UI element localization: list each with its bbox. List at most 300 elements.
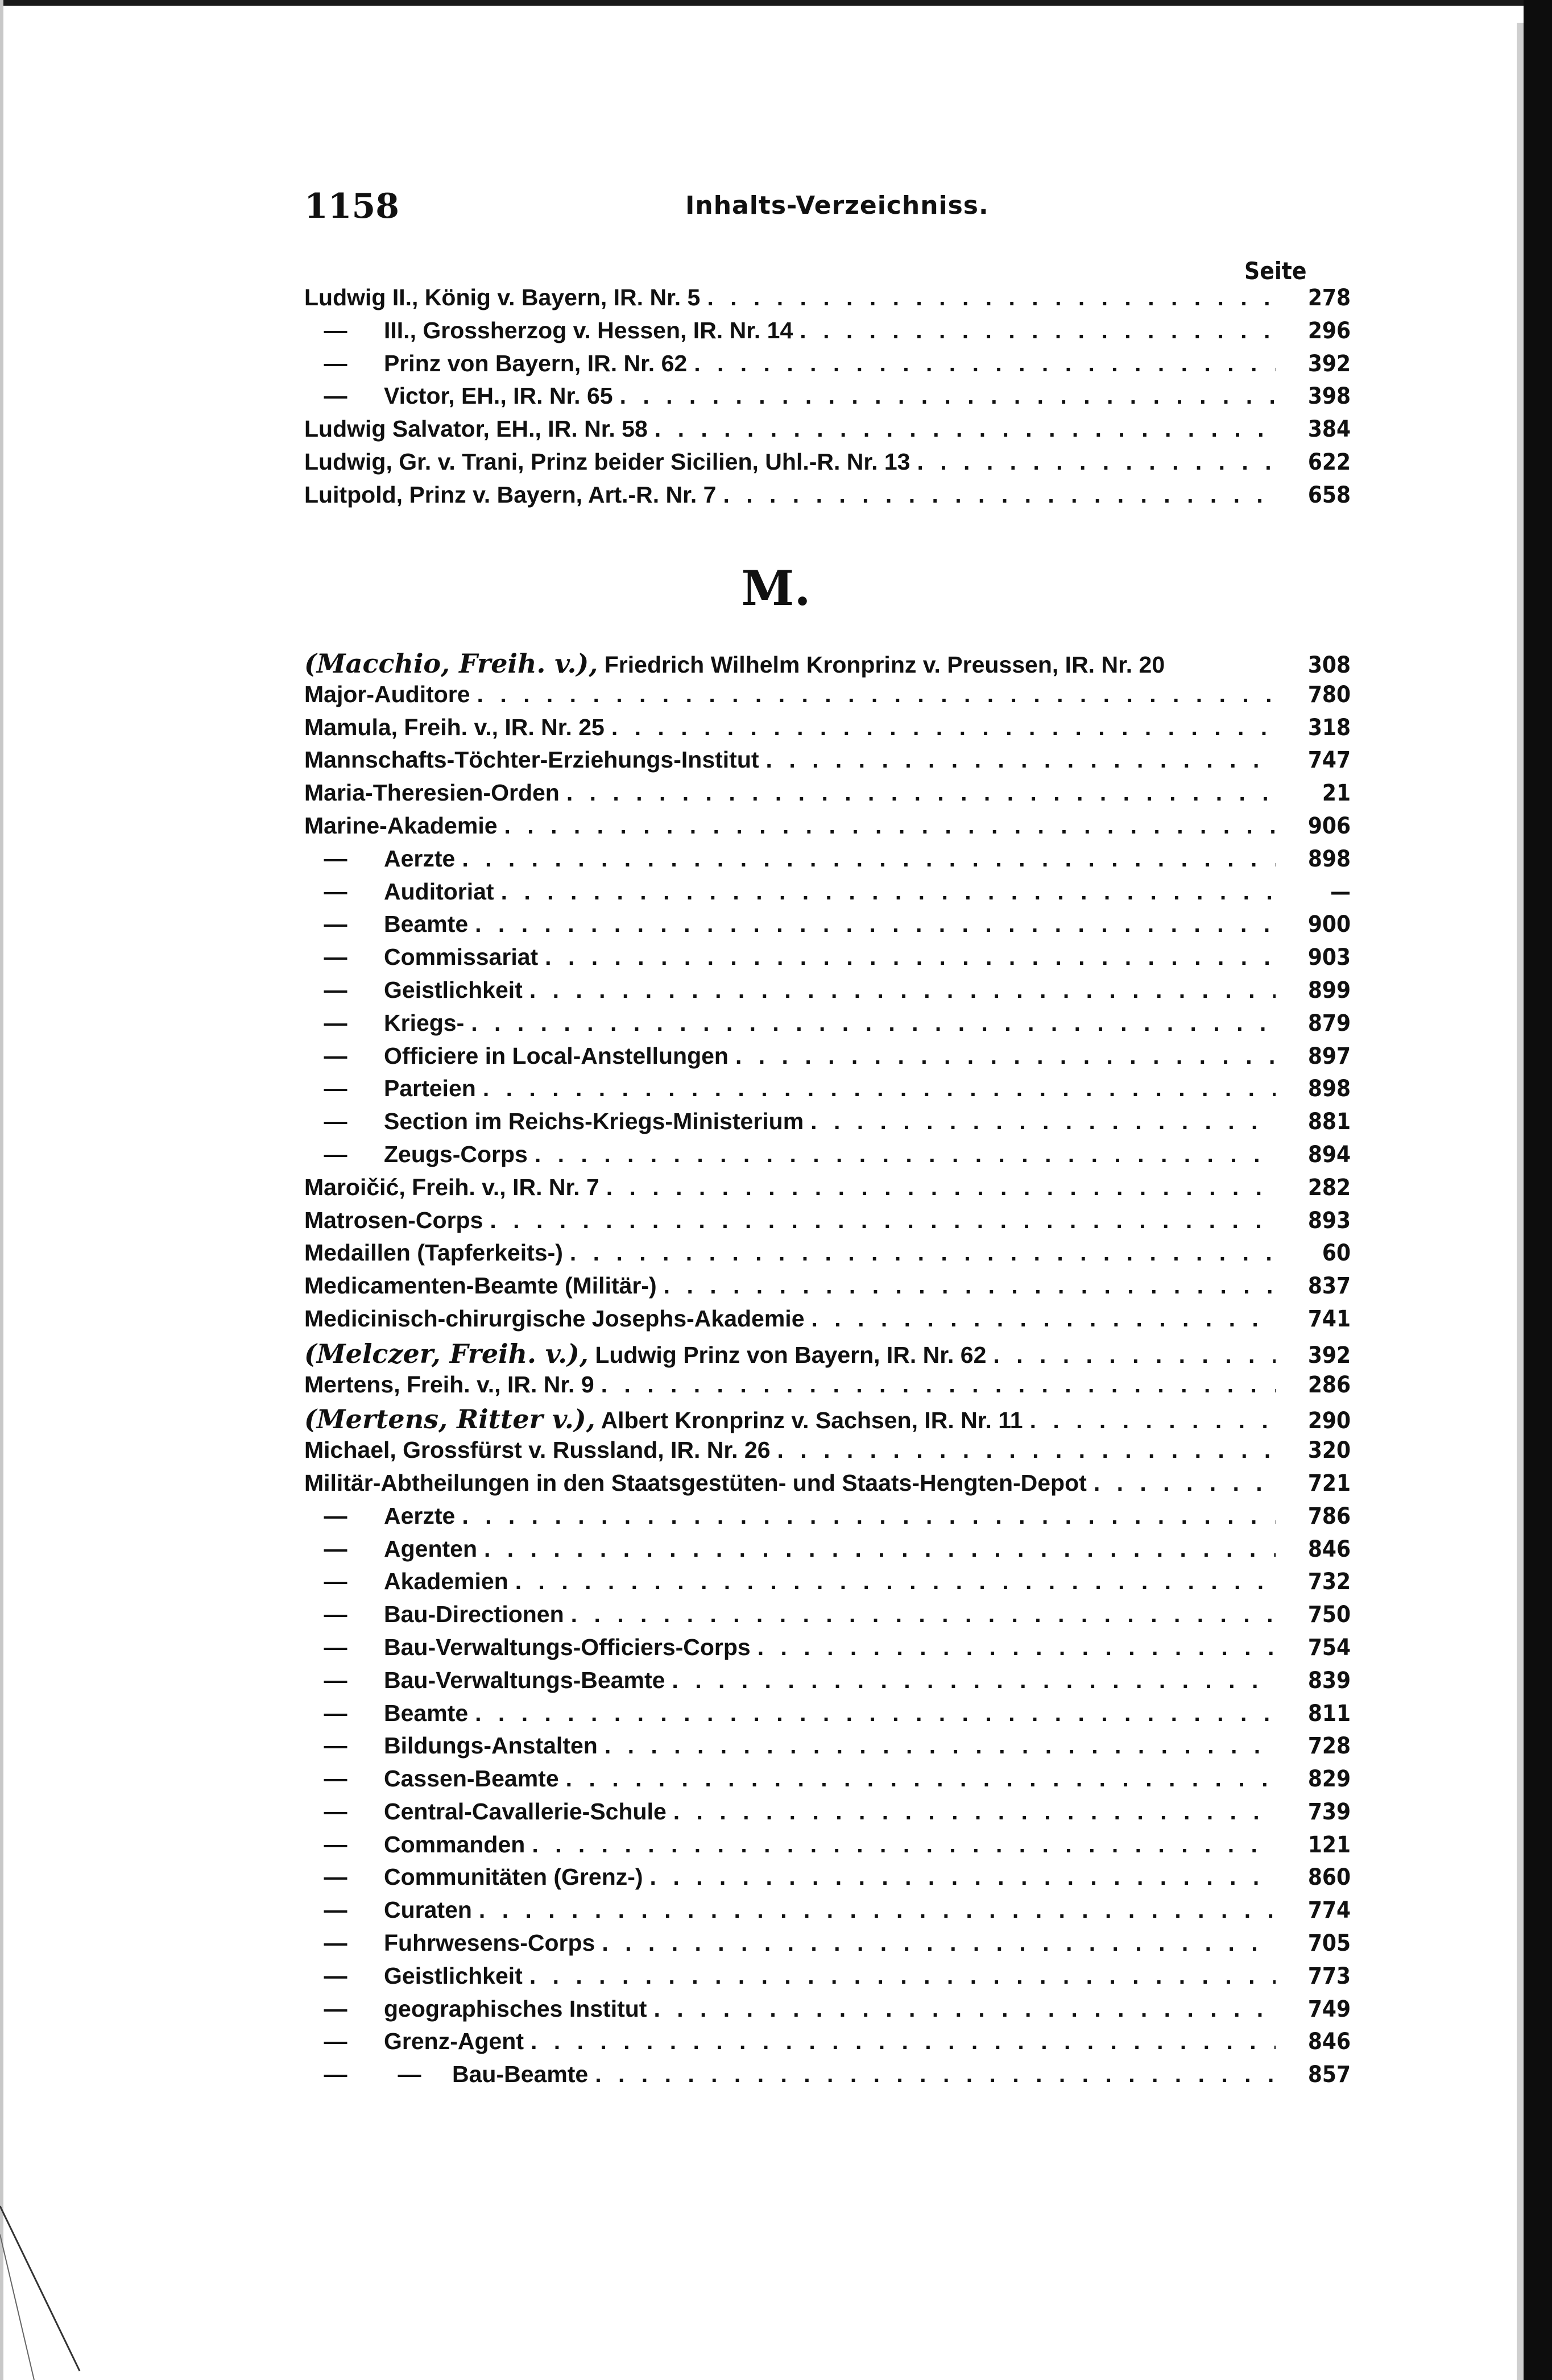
entry-text: Ludwig, Gr. v. Trani, Prinz beider Sicilien, Uhl.-R. Nr. 13 — [304, 448, 910, 475]
ditto-dash: — — [324, 1009, 347, 1036]
entry-label — [304, 1174, 599, 1201]
dot-leader — [917, 449, 1276, 475]
ditto-dash: — — [324, 1601, 347, 1628]
entry-page-number: 837 — [1307, 1273, 1351, 1300]
entry-label — [384, 1798, 667, 1825]
index-entry — [304, 284, 1351, 317]
entry-text: Friedrich Wilhelm Kronprinz v. Preussen, IR. Nr. 20 — [604, 652, 1165, 678]
entry-label — [304, 1338, 986, 1369]
entry-page-number: 749 — [1307, 1996, 1351, 2022]
entry-text: Commissariat — [384, 944, 539, 971]
entry-label — [304, 449, 910, 475]
dot-leader — [723, 482, 1276, 508]
entry-label — [384, 1864, 643, 1890]
entry-text: Ludwig Prinz von Bayern, IR. Nr. 62 — [595, 1341, 987, 1368]
index-entry — [304, 1601, 1351, 1634]
entry-label — [384, 1963, 523, 1989]
entry-page-number: 728 — [1307, 1733, 1351, 1760]
ditto-dash: — — [324, 2028, 347, 2055]
entry-page-number: 747 — [1307, 747, 1351, 774]
ditto-dash: — — [324, 383, 347, 409]
entry-text: Marine-Akademie — [304, 812, 498, 839]
dot-leader — [595, 2061, 1276, 2088]
index-entry — [304, 1239, 1351, 1272]
entry-text: Agenten — [384, 1535, 477, 1562]
entry-page-number: 898 — [1307, 1076, 1351, 1102]
index-entry — [304, 1996, 1351, 2029]
dot-leader — [529, 977, 1276, 1004]
entry-label — [304, 1404, 1023, 1434]
entry-label — [304, 779, 560, 806]
entry-text: Cassen-Beamte — [384, 1765, 559, 1792]
dot-leader — [810, 1108, 1276, 1135]
entry-italic-name: (Mertens, Ritter v.), — [304, 1404, 595, 1435]
index-entry — [304, 812, 1351, 845]
index-entry — [304, 944, 1351, 977]
entry-text: Commanden — [384, 1831, 525, 1857]
entry-label — [384, 1897, 472, 1923]
dot-leader — [504, 812, 1276, 839]
index-entry — [304, 482, 1351, 515]
entry-label — [304, 714, 605, 741]
entry-page-number: 829 — [1307, 1766, 1351, 1793]
entry-label — [304, 284, 700, 311]
entry-page-number: 839 — [1307, 1667, 1351, 1694]
index-entry — [304, 911, 1351, 944]
entry-label — [304, 482, 716, 508]
index-entry — [304, 1043, 1351, 1076]
entry-page-number: 898 — [1307, 845, 1351, 872]
page-header — [304, 186, 1345, 232]
entry-text: Bildungs-Anstalten — [384, 1732, 598, 1759]
dot-leader — [501, 878, 1276, 905]
ditto-dash: — — [324, 1897, 347, 1923]
entry-page-number: 320 — [1307, 1437, 1351, 1464]
index-entry — [304, 1831, 1351, 1864]
ditto-dash: — — [324, 2061, 347, 2088]
dot-leader — [800, 317, 1276, 344]
dot-leader — [570, 1239, 1276, 1266]
index-entry — [304, 747, 1351, 779]
index-entry — [304, 2028, 1351, 2061]
index-entry — [304, 416, 1351, 449]
entry-label — [384, 1043, 729, 1069]
dot-leader — [471, 1010, 1276, 1036]
entry-label — [384, 1075, 476, 1102]
ditto-dash: — — [324, 317, 347, 343]
entry-label — [304, 1207, 483, 1234]
entry-text: Central-Cavallerie-Schule — [384, 1798, 667, 1825]
ditto-dash: — — [324, 944, 347, 971]
entry-text: Prinz von Bayern, IR. Nr. 62 — [384, 350, 688, 376]
entry-page-number: 846 — [1307, 2029, 1351, 2055]
entry-text: Curaten — [384, 1897, 472, 1923]
index-entry — [304, 1141, 1351, 1174]
entry-label — [384, 317, 793, 344]
entry-text: Section im Reichs-Kriegs-Ministerium — [384, 1108, 804, 1135]
entry-label — [384, 944, 538, 971]
index-entry — [304, 1075, 1351, 1108]
index-entry — [304, 977, 1351, 1010]
ditto-dash: — — [324, 1930, 347, 1956]
entry-text: Aerzte — [384, 1502, 456, 1529]
dot-leader — [653, 1996, 1276, 2022]
entry-label — [384, 911, 468, 938]
entry-text: Geistlichkeit — [384, 1962, 523, 1989]
entry-page-number: 278 — [1307, 285, 1351, 311]
dot-leader — [475, 911, 1276, 938]
scan-edge-right-inner — [1517, 23, 1524, 2380]
index-entry — [304, 1108, 1351, 1141]
ditto-dash: — — [324, 845, 347, 872]
entry-text: Victor, EH., IR. Nr. 65 — [384, 383, 613, 409]
entry-label — [384, 1108, 804, 1135]
ditto-dash: — — [324, 1831, 347, 1857]
dot-leader — [484, 1536, 1276, 1562]
entry-label — [304, 648, 1165, 679]
entry-label — [384, 1503, 455, 1529]
dot-leader — [602, 1930, 1276, 1956]
entry-label — [384, 383, 613, 409]
entry-label — [384, 1700, 468, 1727]
entry-text: Aerzte — [384, 845, 456, 872]
entry-page-number: 786 — [1307, 1503, 1351, 1529]
entry-page-number: 658 — [1307, 482, 1351, 508]
ditto-dash: — — [324, 1864, 347, 1890]
entry-page-number: 741 — [1307, 1305, 1351, 1332]
entry-text: Bau-Directionen — [384, 1601, 564, 1628]
entry-text: Bau-Verwaltungs-Beamte — [384, 1666, 665, 1693]
dot-leader — [566, 779, 1276, 806]
index-entry — [304, 449, 1351, 482]
entry-text: Mertens, Freih. v., IR. Nr. 9 — [304, 1371, 594, 1398]
index-entry — [304, 1404, 1351, 1437]
dot-leader — [758, 1634, 1276, 1661]
entry-page-number: 903 — [1307, 944, 1351, 971]
ditto-dash: — — [324, 1502, 347, 1529]
entry-italic-name: (Macchio, Freih. v.), — [304, 648, 598, 679]
dot-leader — [812, 1305, 1276, 1332]
entry-label — [304, 1437, 771, 1463]
dot-leader — [620, 383, 1276, 409]
entry-page-number: 773 — [1307, 1963, 1351, 1989]
index-entry — [304, 1930, 1351, 1963]
entry-text: Fuhrwesens-Corps — [384, 1930, 595, 1956]
dot-leader — [993, 1342, 1276, 1369]
entry-label — [304, 747, 759, 773]
entry-label — [304, 1239, 563, 1266]
entry-text: Akademien — [384, 1568, 508, 1595]
entry-label — [384, 977, 523, 1004]
entry-label — [304, 1305, 805, 1332]
entry-label — [384, 1010, 464, 1036]
index-entry — [304, 1897, 1351, 1930]
entry-text: Major-Auditore — [304, 681, 470, 707]
ditto-dash: — — [324, 1568, 347, 1595]
entry-page-number: 893 — [1307, 1207, 1351, 1234]
entry-label — [304, 416, 648, 442]
ditto-dash: — — [324, 1633, 347, 1660]
entry-text: Mamula, Freih. v., IR. Nr. 25 — [304, 714, 605, 740]
dot-leader — [532, 1831, 1276, 1858]
index-entry — [304, 1667, 1351, 1700]
ditto-dash: — — [324, 1732, 347, 1759]
page-corner-fold — [0, 2200, 91, 2380]
entry-text: Albert Kronprinz v. Sachsen, IR. Nr. 11 — [601, 1407, 1023, 1434]
index-entry — [304, 317, 1351, 350]
entry-page-number: 897 — [1307, 1043, 1351, 1069]
entry-label — [384, 1536, 477, 1562]
index-entry — [304, 1568, 1351, 1601]
index-entry — [304, 714, 1351, 747]
entry-label — [452, 2061, 588, 2088]
entry-page-number: 750 — [1307, 1602, 1351, 1628]
index-entry — [304, 1371, 1351, 1404]
entry-label — [304, 812, 498, 839]
dot-leader — [673, 1798, 1276, 1825]
index-entry — [304, 350, 1351, 383]
section-letter-heading: M. — [741, 560, 811, 616]
entry-page-number: 754 — [1307, 1634, 1351, 1661]
index-entry — [304, 1864, 1351, 1897]
index-entry — [304, 1503, 1351, 1536]
dot-leader — [707, 284, 1276, 311]
dot-leader — [672, 1667, 1276, 1694]
entry-page-number: 622 — [1307, 449, 1351, 475]
ditto-dash: — — [324, 1535, 347, 1562]
entry-text: Beamte — [384, 1699, 469, 1726]
entry-page-number: 899 — [1307, 977, 1351, 1004]
entry-page-number: 21 — [1322, 780, 1351, 807]
dot-leader — [475, 1700, 1276, 1727]
running-title: Inhalts-Verzeichniss. — [685, 191, 989, 220]
dot-leader — [571, 1601, 1276, 1628]
entry-text: Medicamenten-Beamte (Militär-) — [304, 1272, 657, 1299]
dot-leader — [529, 1963, 1276, 1989]
index-entry — [304, 1207, 1351, 1240]
dot-leader — [650, 1864, 1276, 1890]
entry-text: Medicinisch-chirurgische Josephs-Akademie — [304, 1305, 805, 1332]
entry-label — [384, 1996, 647, 2022]
entry-page-number: 780 — [1307, 681, 1351, 708]
dot-leader — [605, 1732, 1276, 1759]
entry-page-number: 384 — [1307, 416, 1351, 443]
entry-page-number: — — [1330, 878, 1351, 905]
entry-page-number: 296 — [1307, 317, 1351, 344]
dot-leader — [735, 1043, 1276, 1069]
entry-text: Mannschafts-Töchter-Erziehungs-Institut — [304, 747, 759, 773]
entry-label — [384, 1634, 751, 1661]
dot-leader — [515, 1568, 1276, 1595]
entry-page-number: 739 — [1307, 1798, 1351, 1825]
index-entry — [304, 648, 1351, 681]
entry-label — [304, 1470, 1087, 1496]
entry-page-number: 282 — [1307, 1174, 1351, 1201]
entry-text: geographisches Institut — [384, 1995, 647, 2022]
ditto-dash: — — [324, 350, 347, 376]
entry-page-number: 774 — [1307, 1897, 1351, 1924]
ditto-dash: — — [324, 1666, 347, 1693]
index-entry — [304, 1732, 1351, 1765]
entry-page-number: 318 — [1307, 714, 1351, 741]
index-entry — [304, 845, 1351, 878]
entry-text: Beamte — [384, 911, 469, 938]
ditto-dash: — — [324, 1108, 347, 1135]
ditto-dash: — — [324, 1765, 347, 1792]
index-entry — [304, 1700, 1351, 1733]
entry-text: Grenz-Agent — [384, 2028, 524, 2055]
entry-text: Auditoriat — [384, 878, 494, 905]
page-number: 1158 — [304, 186, 399, 226]
dot-leader — [566, 1765, 1276, 1792]
index-entry — [304, 1437, 1351, 1470]
ditto-dash: — — [398, 2061, 421, 2088]
entry-label — [384, 2028, 524, 2055]
entry-text: Maroičić, Freih. v., IR. Nr. 7 — [304, 1174, 599, 1200]
entry-page-number: 879 — [1307, 1010, 1351, 1036]
entry-label — [384, 1667, 665, 1694]
entry-text: Michael, Grossfürst v. Russland, IR. Nr. 26 — [304, 1437, 771, 1463]
entry-label — [384, 1732, 598, 1759]
entry-text: Bau-Beamte — [452, 2061, 589, 2088]
entry-text: Kriegs- — [384, 1009, 465, 1036]
dot-leader — [545, 944, 1276, 971]
dot-leader — [694, 350, 1276, 377]
entry-text: Ludwig Salvator, EH., IR. Nr. 58 — [304, 416, 648, 442]
entry-text: Bau-Verwaltungs-Officiers-Corps — [384, 1633, 751, 1660]
entry-page-number: 392 — [1307, 350, 1351, 377]
entry-label — [384, 1568, 508, 1595]
entry-page-number: 290 — [1307, 1408, 1351, 1434]
entry-page-number: 857 — [1307, 2062, 1351, 2088]
dot-leader — [601, 1371, 1276, 1398]
index-entry — [304, 1634, 1351, 1667]
index-entry — [304, 1765, 1351, 1798]
entry-page-number: 894 — [1307, 1141, 1351, 1168]
index-entry — [304, 1338, 1351, 1371]
entry-page-number: 881 — [1307, 1109, 1351, 1135]
entry-page-number: 811 — [1307, 1700, 1351, 1727]
entry-label — [384, 1831, 525, 1858]
entry-page-number: 846 — [1307, 1536, 1351, 1562]
index-entry — [304, 383, 1351, 416]
dot-leader — [531, 2028, 1276, 2055]
ditto-dash: — — [324, 1042, 347, 1069]
ditto-dash: — — [324, 1141, 347, 1167]
entry-page-number: 60 — [1322, 1240, 1351, 1267]
entry-label — [384, 350, 687, 377]
index-entry — [304, 1305, 1351, 1338]
entry-text: Communitäten (Grenz-) — [384, 1864, 643, 1890]
ditto-dash: — — [324, 911, 347, 938]
dot-leader — [477, 681, 1276, 708]
dot-leader — [664, 1272, 1276, 1299]
index-section-l — [304, 284, 1351, 515]
ditto-dash: — — [324, 878, 347, 905]
scan-edge-right — [1524, 0, 1552, 2380]
index-entry — [304, 1536, 1351, 1569]
dot-leader — [1094, 1470, 1276, 1496]
entry-italic-name: (Melczer, Freih. v.), — [304, 1338, 589, 1369]
index-entry — [304, 1010, 1351, 1043]
dot-leader — [611, 714, 1276, 741]
entry-page-number: 860 — [1307, 1864, 1351, 1891]
index-entry — [304, 779, 1351, 812]
index-entry — [304, 1470, 1351, 1503]
dot-leader — [483, 1075, 1276, 1102]
entry-label — [304, 1371, 594, 1398]
index-entry — [304, 2061, 1351, 2094]
index-entry — [304, 681, 1351, 714]
dot-leader — [535, 1141, 1276, 1168]
index-entry — [304, 1963, 1351, 1996]
dot-leader — [490, 1207, 1276, 1234]
entry-text: Geistlichkeit — [384, 976, 523, 1003]
dot-leader — [655, 416, 1276, 442]
entry-label — [304, 1272, 657, 1299]
index-section-m — [304, 648, 1351, 2094]
entry-text: Luitpold, Prinz v. Bayern, Art.-R. Nr. 7 — [304, 481, 717, 508]
entry-label — [384, 878, 494, 905]
index-entry — [304, 1174, 1351, 1207]
entry-page-number: 705 — [1307, 1930, 1351, 1957]
entry-text: Maria-Theresien-Orden — [304, 779, 560, 806]
entry-text: Officiere in Local-Anstellungen — [384, 1042, 729, 1069]
entry-text: Parteien — [384, 1075, 476, 1102]
seite-column-label: Seite — [1244, 257, 1307, 285]
entry-page-number: 286 — [1307, 1371, 1351, 1398]
ditto-dash: — — [324, 1798, 347, 1825]
entry-page-number: 721 — [1307, 1470, 1351, 1496]
dot-leader — [777, 1437, 1276, 1463]
entry-label — [304, 681, 470, 708]
entry-page-number: 308 — [1307, 652, 1351, 678]
entry-page-number: 906 — [1307, 812, 1351, 839]
entry-page-number: 398 — [1307, 383, 1351, 410]
entry-page-number: 732 — [1307, 1569, 1351, 1595]
index-entry — [304, 878, 1351, 911]
entry-page-number: 121 — [1307, 1831, 1351, 1858]
dot-leader — [479, 1897, 1276, 1923]
ditto-dash: — — [324, 1962, 347, 1989]
entry-label — [384, 1601, 564, 1628]
entry-text: Militär-Abtheilungen in den Staatsgestüten- und Staats-Hengten-Depot — [304, 1469, 1087, 1496]
entry-page-number: 392 — [1307, 1342, 1351, 1369]
entry-label — [384, 845, 455, 872]
entry-label — [384, 1765, 559, 1792]
entry-text: Matrosen-Corps — [304, 1206, 483, 1233]
entry-page-number: 900 — [1307, 911, 1351, 938]
entry-text: Medaillen (Tapferkeits-) — [304, 1239, 563, 1266]
index-entry — [304, 1272, 1351, 1305]
dot-leader — [462, 1503, 1276, 1529]
index-entry — [304, 1798, 1351, 1831]
entry-label — [384, 1930, 595, 1956]
entry-text: Ludwig II., König v. Bayern, IR. Nr. 5 — [304, 284, 701, 310]
entry-text: Zeugs-Corps — [384, 1141, 528, 1167]
dot-leader — [1030, 1407, 1276, 1434]
ditto-dash: — — [324, 1699, 347, 1726]
entry-label — [384, 1141, 528, 1168]
ditto-dash: — — [324, 976, 347, 1003]
scan-edge-left — [0, 0, 3, 2380]
dot-leader — [462, 845, 1276, 872]
scan-edge-top — [0, 0, 1552, 6]
ditto-dash: — — [324, 1075, 347, 1102]
ditto-dash: — — [324, 1995, 347, 2022]
entry-text: III., Grossherzog v. Hessen, IR. Nr. 14 — [384, 317, 793, 343]
dot-leader — [606, 1174, 1276, 1201]
